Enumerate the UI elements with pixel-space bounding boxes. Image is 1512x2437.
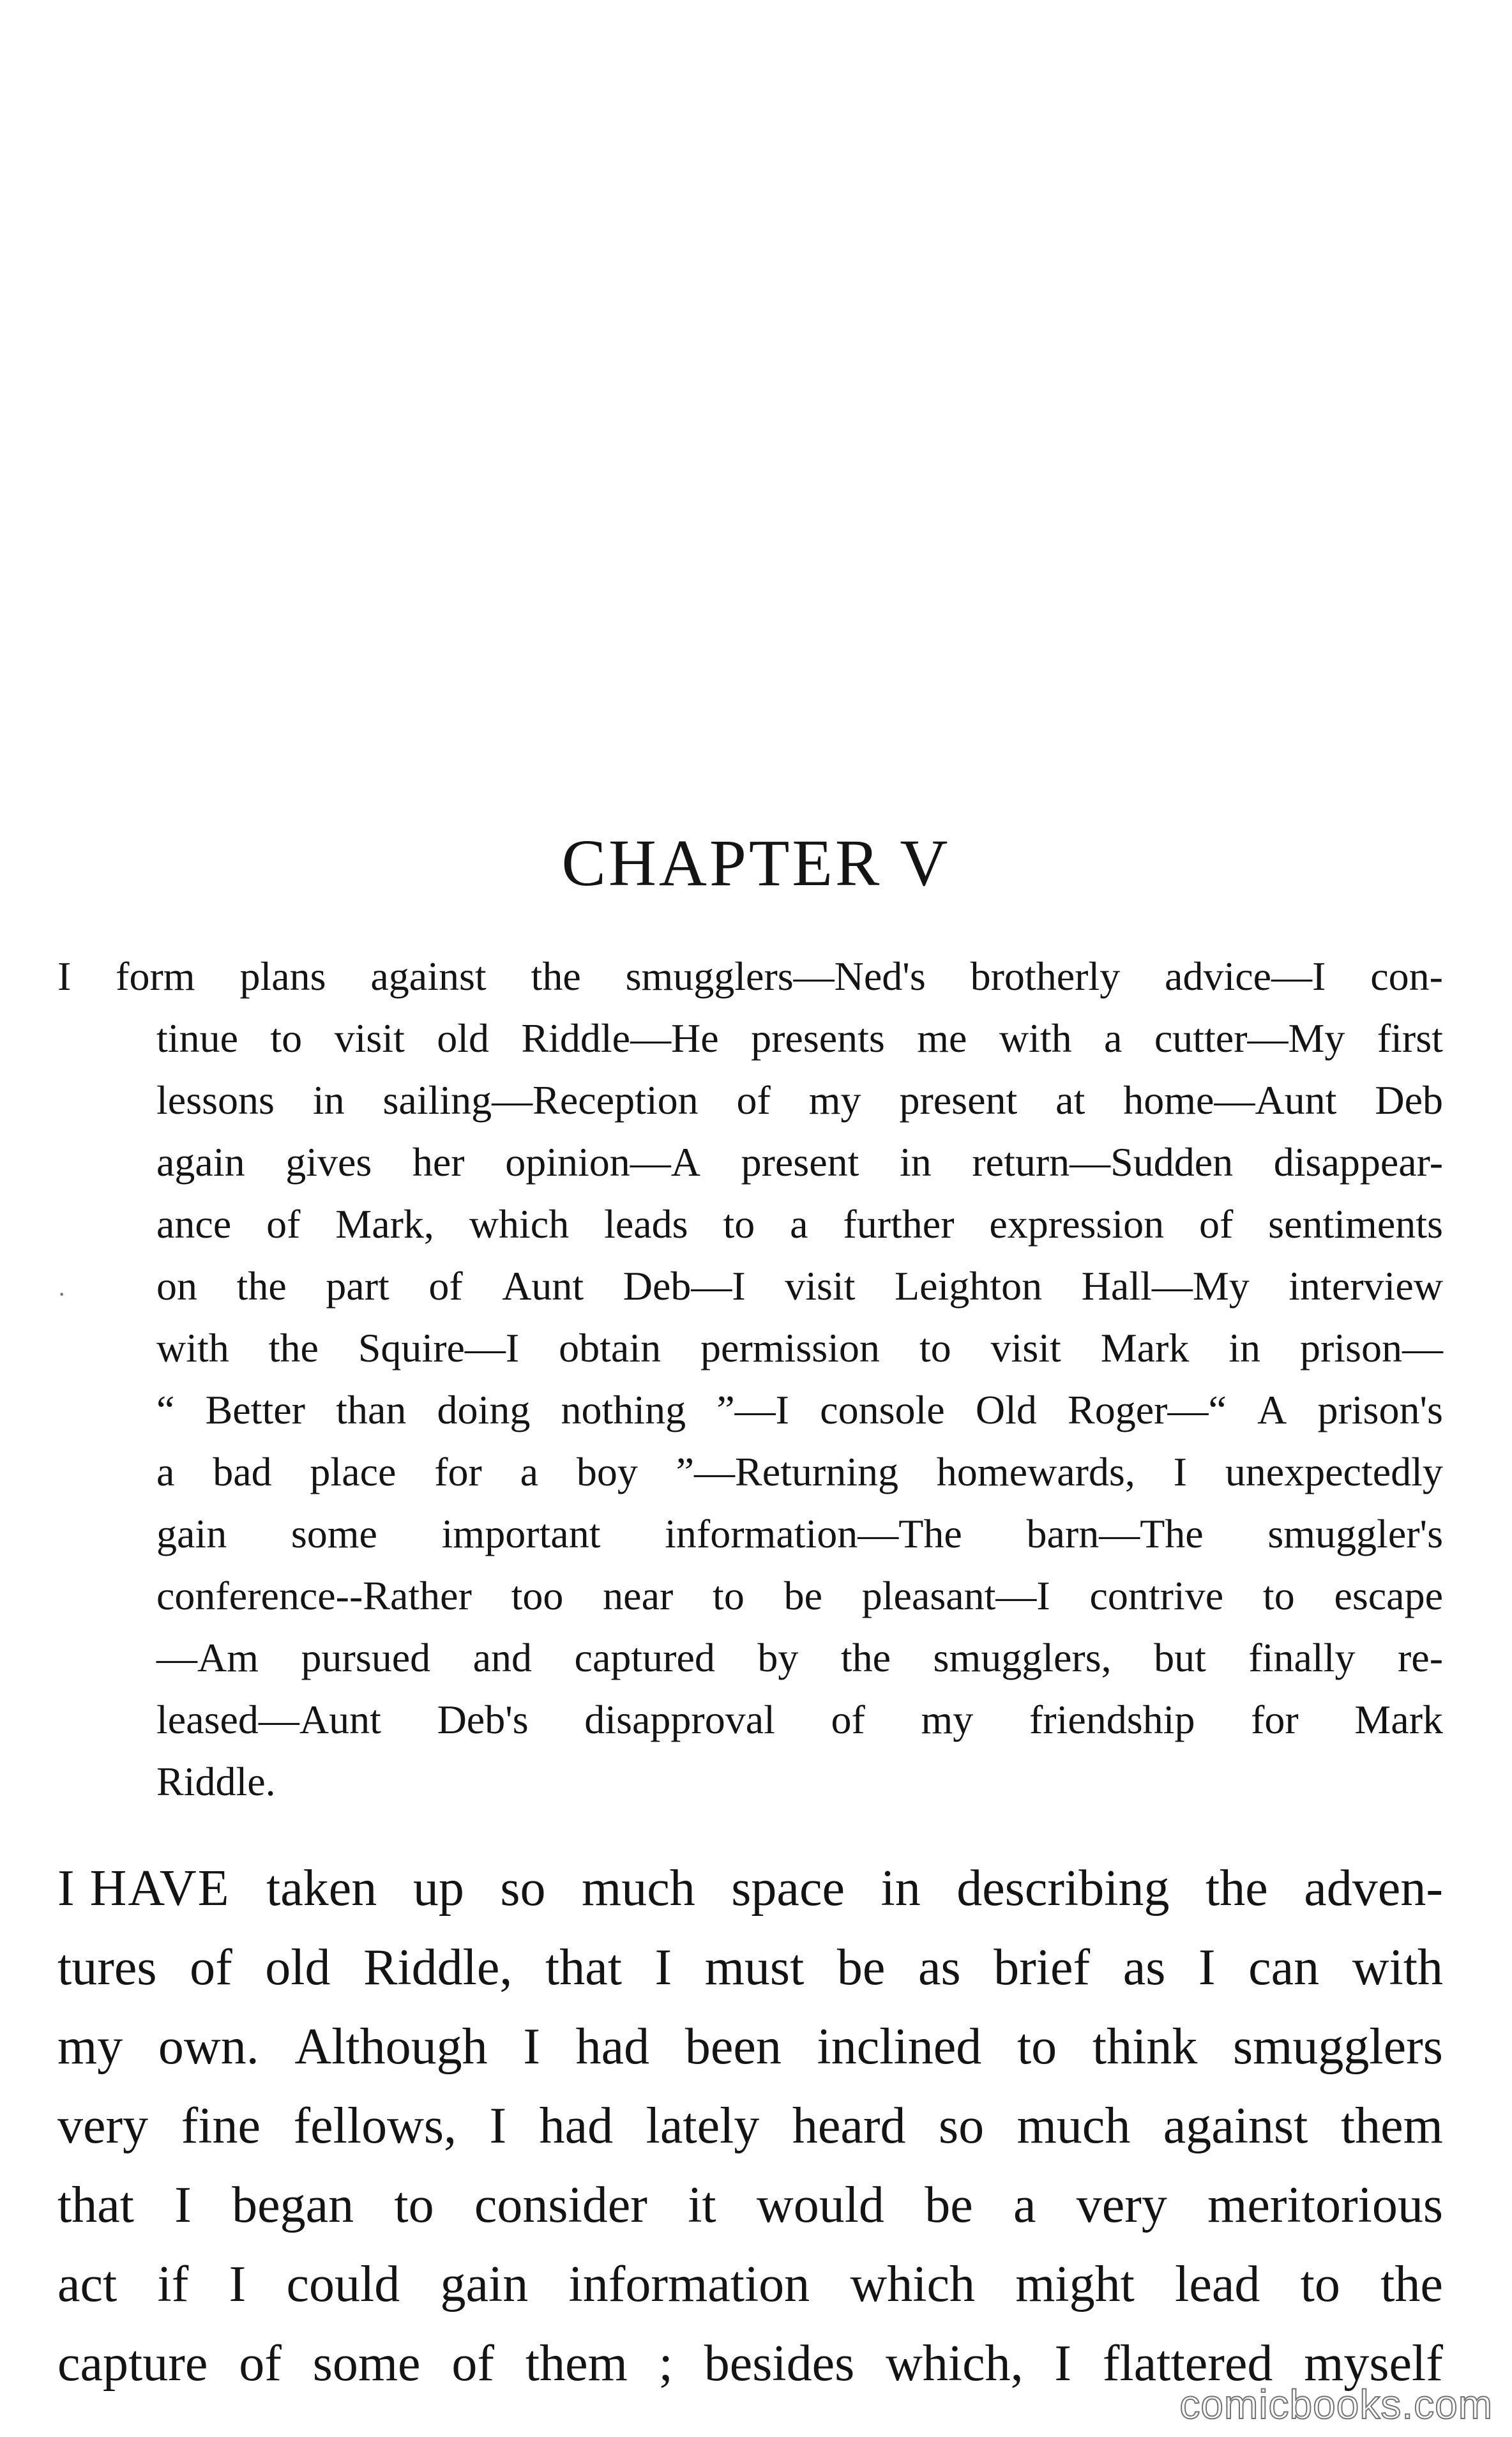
body-word: up	[412, 1860, 464, 1917]
synopsis-word: the	[840, 1635, 891, 1680]
synopsis-word: finally	[1248, 1635, 1356, 1680]
synopsis-word: gives	[285, 1139, 372, 1185]
synopsis-word: old	[437, 1015, 489, 1061]
body-word: meritorious	[1207, 2177, 1443, 2233]
synopsis-word: home—Aunt	[1123, 1077, 1337, 1123]
body-word: brief	[994, 1940, 1091, 1996]
synopsis-word: part	[326, 1263, 389, 1309]
synopsis-word: visit	[334, 1015, 405, 1061]
body-word: old	[265, 1940, 331, 1996]
synopsis-word: ”—I	[716, 1387, 789, 1432]
body-word: I	[1198, 1940, 1216, 1996]
body-word: my	[57, 2019, 123, 2075]
synopsis-line	[57, 1441, 1443, 1503]
synopsis-word: a	[156, 1449, 175, 1494]
body-word: which	[850, 2256, 975, 2312]
synopsis-word: a	[790, 1201, 808, 1247]
synopsis-word: ”—Returning	[676, 1449, 898, 1494]
body-word: I	[229, 2256, 246, 2312]
synopsis-word: to	[919, 1325, 951, 1370]
body-word: flattered	[1102, 2335, 1273, 2392]
body-word: began	[232, 2177, 354, 2233]
synopsis-line	[57, 1565, 1443, 1627]
body-word: capture	[57, 2335, 208, 2392]
synopsis-word: console	[820, 1387, 945, 1432]
body-word: it	[688, 2177, 716, 2233]
body-line	[57, 2166, 1443, 2245]
body-word: very	[1076, 2177, 1167, 2233]
synopsis-word: disappear-	[1273, 1139, 1443, 1185]
body-word: of	[190, 1940, 232, 1996]
synopsis-word: con-	[1370, 953, 1443, 999]
synopsis-word: plans	[239, 953, 326, 999]
synopsis-word: Hall—My	[1081, 1263, 1250, 1309]
body-word: I	[1054, 2335, 1072, 2392]
synopsis-word: sailing—Reception	[382, 1077, 699, 1123]
synopsis-word: near	[603, 1573, 674, 1618]
body-word: I	[654, 1940, 672, 1996]
synopsis-word: Leighton	[895, 1263, 1043, 1309]
body-word: be	[836, 1940, 886, 1996]
body-word: besides	[704, 2335, 855, 2392]
synopsis-word: interview	[1289, 1263, 1443, 1309]
synopsis-word: to	[723, 1201, 755, 1247]
synopsis-word: be	[783, 1573, 822, 1618]
body-line	[57, 2245, 1443, 2324]
synopsis-word: opinion—A	[505, 1139, 700, 1185]
synopsis-word: Mark	[1354, 1697, 1443, 1742]
synopsis-line	[57, 1131, 1443, 1193]
body-word: can	[1248, 1940, 1320, 1996]
synopsis-word: cutter—My	[1154, 1015, 1345, 1061]
body-word: heard	[792, 2098, 906, 2154]
body-word: lately	[646, 2098, 760, 2154]
synopsis-word: homewards,	[936, 1449, 1135, 1494]
body-word: which,	[886, 2335, 1024, 2392]
synopsis-word: my	[921, 1697, 974, 1742]
synopsis-word: unexpectedly	[1225, 1449, 1443, 1494]
body-word: that	[57, 2177, 134, 2233]
body-word: in	[881, 1860, 921, 1917]
synopsis-word: expression	[989, 1201, 1165, 1247]
synopsis-word: of	[428, 1263, 463, 1309]
body-word: I	[174, 2177, 192, 2233]
synopsis-word: tinue	[156, 1015, 238, 1061]
synopsis-word: Deb's	[437, 1697, 529, 1742]
synopsis-word: visit	[990, 1325, 1061, 1370]
synopsis-word: in	[899, 1139, 932, 1185]
synopsis-word: smugglers—Ned's	[625, 953, 926, 999]
synopsis-word: of	[736, 1077, 771, 1123]
synopsis-word: of	[831, 1697, 865, 1742]
synopsis-word: Mark	[1100, 1325, 1190, 1370]
body-word: against	[1163, 2098, 1308, 2154]
synopsis-word: a	[520, 1449, 539, 1494]
print-speck: ·	[57, 1280, 66, 1309]
synopsis-word: and	[472, 1635, 533, 1680]
synopsis-word: present	[741, 1139, 859, 1185]
synopsis-word: bad	[213, 1449, 272, 1494]
synopsis-word: advice—I	[1165, 953, 1326, 999]
synopsis-word: Riddle—He	[521, 1015, 719, 1061]
synopsis-word: Roger—“	[1068, 1387, 1227, 1432]
synopsis-word: barn—The	[1026, 1511, 1204, 1556]
body-word: as	[1123, 1940, 1166, 1996]
synopsis-word: Squire—I	[358, 1325, 520, 1370]
body-word: of	[451, 2335, 495, 2392]
synopsis-word: nothing	[561, 1387, 686, 1432]
watermark: comicbooks.com	[1179, 2381, 1493, 2427]
synopsis-word: prison—	[1299, 1325, 1443, 1370]
body-word: might	[1015, 2256, 1135, 2312]
synopsis-line	[57, 1689, 1443, 1750]
synopsis-word: Deb—I	[623, 1263, 746, 1309]
body-word: fine	[181, 2098, 261, 2154]
body-word: describing	[956, 1860, 1170, 1917]
body-word: some	[312, 2335, 421, 2392]
synopsis-word: return—Sudden	[972, 1139, 1234, 1185]
synopsis-word: the	[268, 1325, 319, 1370]
body-word: ;	[658, 2335, 673, 2392]
synopsis-word: visit	[785, 1263, 856, 1309]
synopsis-line	[57, 1627, 1443, 1689]
synopsis-word: to	[1262, 1573, 1295, 1618]
body-word: a	[1013, 2177, 1036, 2233]
synopsis-word: boy	[576, 1449, 638, 1494]
body-word: Although	[294, 2019, 488, 2075]
body-word: must	[704, 1940, 805, 1996]
body-word: the	[1380, 2256, 1443, 2312]
synopsis-word: present	[899, 1077, 1018, 1123]
body-word: them	[1340, 2098, 1443, 2154]
synopsis-word: me	[917, 1015, 967, 1061]
synopsis-word: my	[808, 1077, 861, 1123]
synopsis-line	[57, 1255, 1443, 1317]
body-word: inclined	[817, 2019, 982, 2075]
synopsis-line	[57, 945, 1443, 1007]
body-word: as	[918, 1940, 961, 1996]
synopsis-line	[57, 1193, 1443, 1255]
body-line	[57, 2007, 1443, 2086]
body-word: very	[57, 2098, 149, 2154]
chapter-synopsis	[57, 945, 1443, 1812]
body-word: much	[1017, 2098, 1131, 2154]
body-word: that	[545, 1940, 622, 1996]
body-word: been	[684, 2019, 782, 2075]
synopsis-word: Riddle.	[156, 1759, 276, 1804]
synopsis-word: form	[116, 953, 195, 999]
body-word: space	[731, 1860, 845, 1917]
body-word: much	[582, 1860, 695, 1917]
synopsis-word: than	[336, 1387, 407, 1432]
body-line	[57, 1928, 1443, 2007]
synopsis-word: lessons	[156, 1077, 275, 1123]
synopsis-word: to	[270, 1015, 303, 1061]
synopsis-word: place	[310, 1449, 397, 1494]
body-word: to	[394, 2177, 434, 2233]
synopsis-word: disapproval	[584, 1697, 775, 1742]
synopsis-word: leased—Aunt	[156, 1697, 381, 1742]
synopsis-word: for	[1251, 1697, 1299, 1742]
body-word: myself	[1304, 2335, 1443, 2392]
synopsis-word: sentiments	[1268, 1201, 1443, 1247]
body-word: Riddle,	[363, 1940, 513, 1996]
synopsis-word: Mark,	[335, 1201, 434, 1247]
synopsis-word: too	[511, 1573, 564, 1618]
synopsis-word: A	[1257, 1387, 1287, 1432]
body-word: fellows,	[293, 2098, 457, 2154]
body-word: would	[756, 2177, 884, 2233]
synopsis-word: smugglers,	[933, 1635, 1112, 1680]
synopsis-word: some	[291, 1511, 377, 1556]
synopsis-word: doing	[437, 1387, 531, 1432]
body-word: tures	[57, 1940, 157, 1996]
synopsis-line	[57, 1379, 1443, 1441]
synopsis-word: the	[236, 1263, 287, 1309]
synopsis-line	[57, 1503, 1443, 1565]
body-word: information	[568, 2256, 810, 2312]
synopsis-word: escape	[1334, 1573, 1443, 1618]
body-word: smugglers	[1233, 2019, 1443, 2075]
body-word: if	[157, 2256, 189, 2312]
body-word: the	[1206, 1860, 1268, 1917]
synopsis-word: “	[156, 1387, 175, 1432]
body-word: I	[489, 2098, 507, 2154]
synopsis-word: Deb	[1375, 1077, 1443, 1123]
synopsis-word: again	[156, 1139, 245, 1185]
synopsis-word: conference--Rather	[156, 1573, 472, 1618]
body-word: adven-	[1304, 1860, 1443, 1917]
body-word: be	[925, 2177, 973, 2233]
body-word: gain	[440, 2256, 529, 2312]
body-word: lead	[1175, 2256, 1260, 2312]
body-word: could	[286, 2256, 400, 2312]
synopsis-word: brotherly	[970, 953, 1121, 999]
synopsis-word: ance	[156, 1201, 232, 1247]
synopsis-line	[57, 1317, 1443, 1379]
synopsis-word: permission	[700, 1325, 880, 1370]
synopsis-word: Old	[975, 1387, 1037, 1432]
body-word: taken	[266, 1860, 377, 1917]
synopsis-word: presents	[751, 1015, 885, 1061]
synopsis-word: obtain	[559, 1325, 662, 1370]
lead-word: I HAVE	[57, 1860, 231, 1917]
body-word: act	[57, 2256, 117, 2312]
body-word: to	[1017, 2019, 1057, 2075]
synopsis-word: important	[441, 1511, 601, 1556]
synopsis-word: but	[1154, 1635, 1206, 1680]
synopsis-word: contrive	[1089, 1573, 1224, 1618]
synopsis-word: of	[1198, 1201, 1234, 1247]
body-word: to	[1300, 2256, 1340, 2312]
synopsis-word: in	[312, 1077, 345, 1123]
synopsis-word: gain	[156, 1511, 227, 1556]
body-word: think	[1092, 2019, 1198, 2075]
synopsis-word: leads	[604, 1201, 688, 1247]
synopsis-word: information—The	[665, 1511, 962, 1556]
synopsis-word: with	[999, 1015, 1072, 1061]
synopsis-word: smuggler's	[1267, 1511, 1443, 1556]
synopsis-word: Better	[205, 1387, 305, 1432]
synopsis-word: at	[1055, 1077, 1085, 1123]
synopsis-word: captured	[574, 1635, 715, 1680]
synopsis-word: —Am	[156, 1635, 259, 1680]
synopsis-line	[57, 1750, 1443, 1812]
synopsis-word: friendship	[1029, 1697, 1195, 1742]
synopsis-line	[57, 1007, 1443, 1069]
synopsis-word: first	[1377, 1015, 1443, 1061]
synopsis-word: on	[156, 1263, 197, 1309]
synopsis-word: of	[266, 1201, 301, 1247]
synopsis-word: Aunt	[502, 1263, 584, 1309]
synopsis-word: which	[469, 1201, 570, 1247]
body-text	[57, 1849, 1443, 2403]
synopsis-word: a	[1104, 1015, 1123, 1061]
synopsis-word: further	[843, 1201, 955, 1247]
synopsis-word: the	[531, 953, 581, 999]
chapter-title: CHAPTER V	[561, 826, 951, 900]
body-word: with	[1352, 1940, 1443, 1996]
synopsis-word: by	[757, 1635, 799, 1680]
body-word: them	[525, 2335, 628, 2392]
body-word: so	[938, 2098, 985, 2154]
synopsis-word: pursued	[301, 1635, 431, 1680]
synopsis-word: to	[713, 1573, 745, 1618]
body-word: own.	[158, 2019, 259, 2075]
body-line	[57, 1849, 1443, 1928]
body-line	[57, 2086, 1443, 2166]
synopsis-word: against	[370, 953, 487, 999]
body-word: I	[523, 2019, 540, 2075]
synopsis-word: prison's	[1317, 1387, 1443, 1432]
synopsis-word: I	[57, 953, 72, 999]
synopsis-word: in	[1228, 1325, 1261, 1370]
body-word: consider	[474, 2177, 647, 2233]
synopsis-word: pleasant—I	[861, 1573, 1050, 1618]
body-word: of	[239, 2335, 282, 2392]
synopsis-word: I	[1173, 1449, 1187, 1494]
synopsis-line	[57, 1069, 1443, 1131]
synopsis-word: her	[412, 1139, 465, 1185]
synopsis-word: with	[156, 1325, 229, 1370]
synopsis-word: re-	[1397, 1635, 1443, 1680]
body-word: so	[500, 1860, 546, 1917]
body-word: had	[575, 2019, 650, 2075]
synopsis-word: for	[434, 1449, 482, 1494]
body-word: had	[539, 2098, 614, 2154]
